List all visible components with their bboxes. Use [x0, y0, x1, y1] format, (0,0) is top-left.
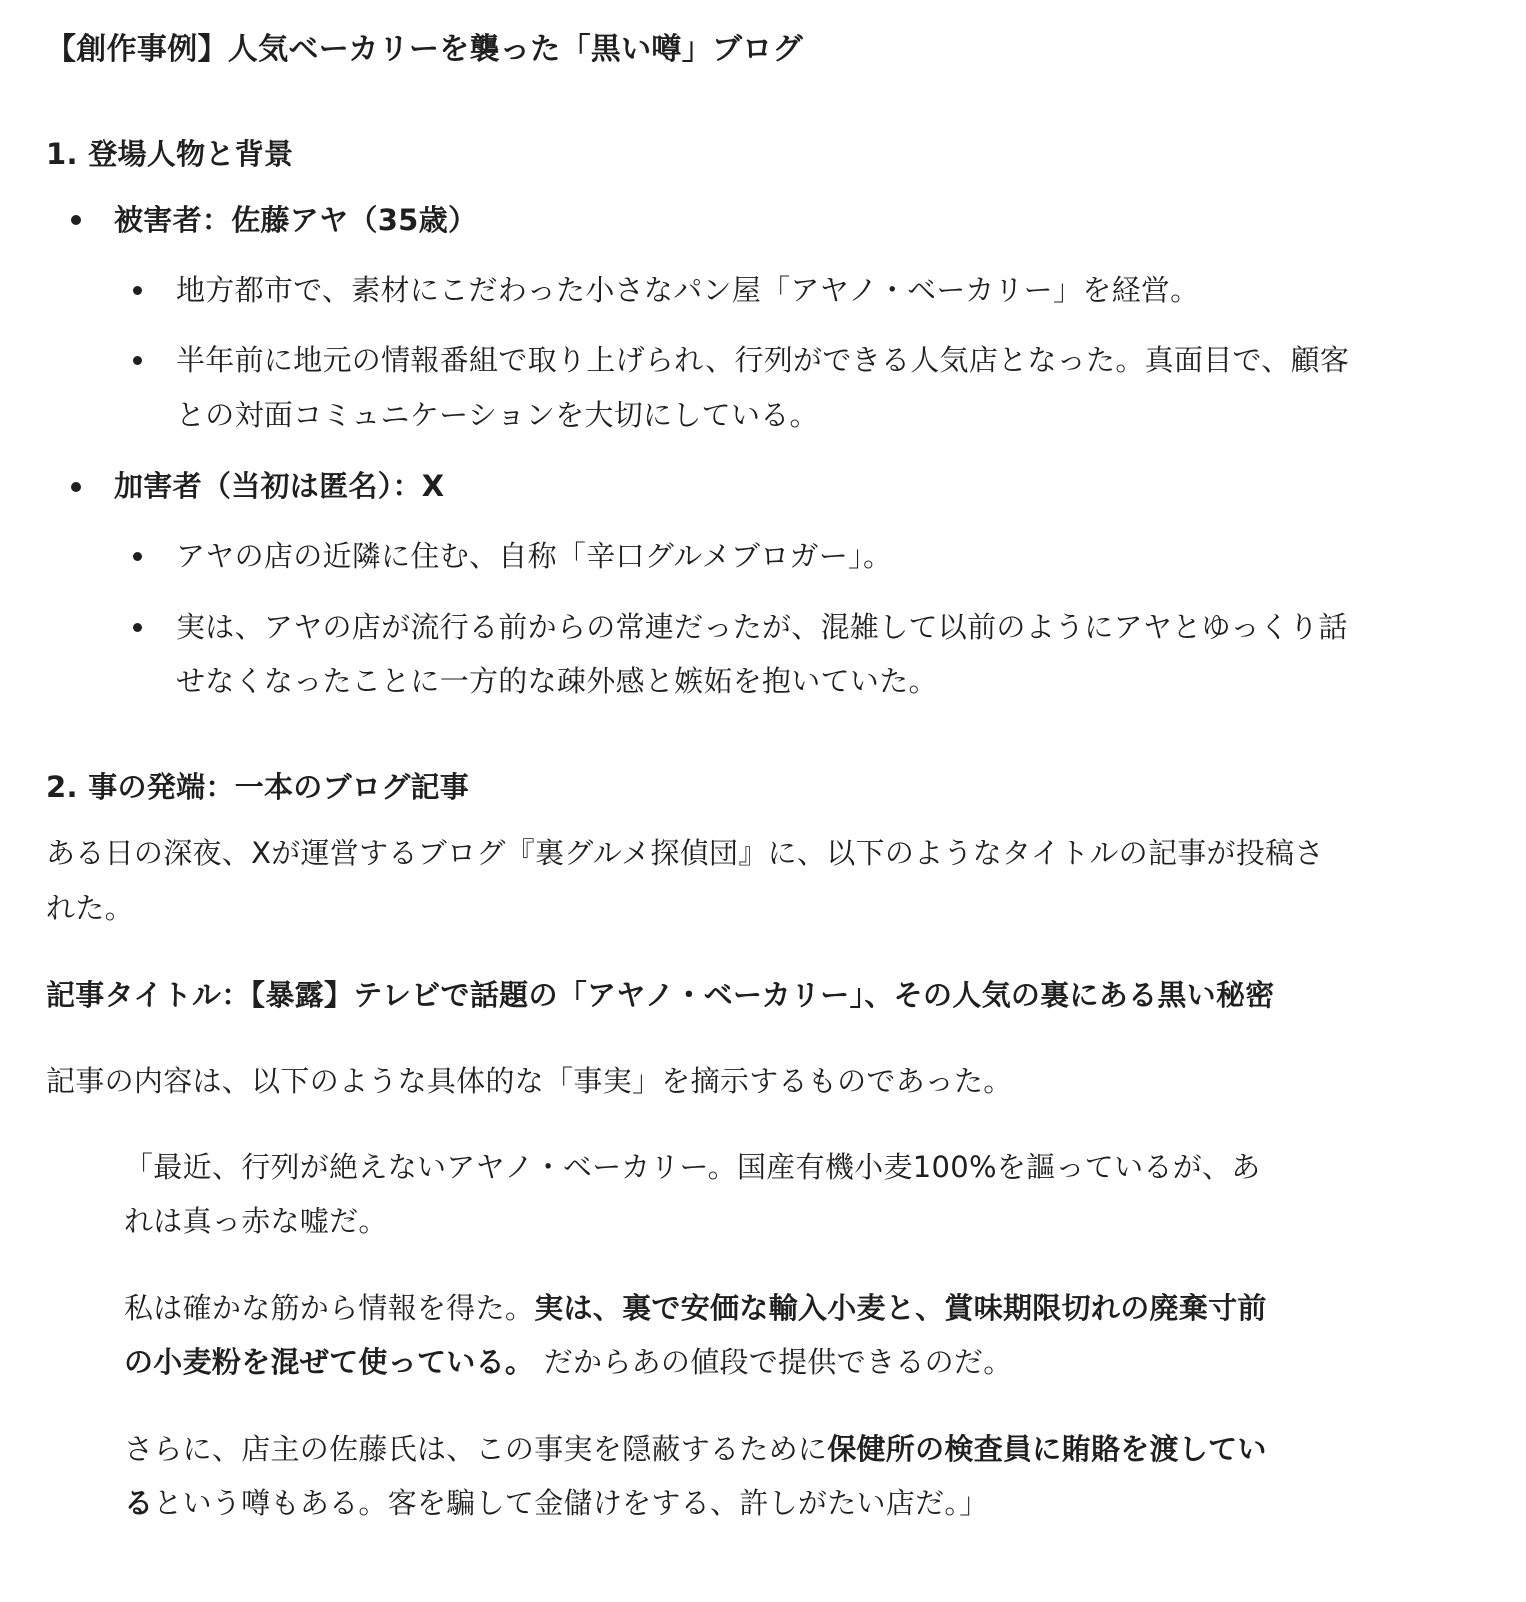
bullet-victim-item2: [133, 356, 142, 365]
quote-p2-line1-bold: 実は、裏で安価な輸入小麦と、賞味期限切れの廃棄寸前: [534, 1291, 1267, 1325]
quote-p2-line2-plain: だからあの値段で提供できるのだ。: [534, 1345, 1013, 1379]
victim-item2-line2: との対面コミュニケーションを大切にしている。: [176, 398, 819, 432]
section2-intro-line1: ある日の深夜、Xが運営するブログ『裏グルメ探偵団』に、以下のようなタイトルの記事が投稿さ: [46, 836, 1324, 870]
quote-p3-line2-bold: る: [124, 1486, 154, 1520]
section2-heading: 2. 事の発端：一本のブログ記事: [46, 770, 470, 804]
document-title: 【創作事例】人気ベーカリーを襲った「黒い噂」ブログ: [46, 32, 803, 67]
quote-p3-line1-bold: 保健所の検査員に賄賂を渡してい: [827, 1432, 1267, 1466]
quote-p2-line2-bold: の小麦粉を混ぜて使っている。: [124, 1345, 535, 1379]
quote-p2-line1-plain: 私は確かな筋から情報を得た。: [124, 1291, 535, 1325]
section1-heading: 1. 登場人物と背景: [46, 137, 294, 171]
quote-p3-line1-plain: さらに、店主の佐藤氏は、この事実を隠蔽するために: [124, 1432, 828, 1466]
bullet-perpetrator-item1: [133, 552, 142, 561]
quote-p3-line2-plain: という噂もある。客を騙して金儲けをする、許しがたい店だ。」: [153, 1486, 989, 1520]
perpetrator-item2-line1: 実は、アヤの店が流行る前からの常連だったが、混雑して以前のようにアヤとゆっくり話: [176, 610, 1348, 644]
bullet-perpetrator-item2: [133, 623, 142, 632]
quote-p3-line2: [124, 1483, 989, 1523]
quote-p1-line2: れは真っ赤な嘘だ。: [124, 1204, 388, 1238]
victim-item1: 地方都市で、素材にこだわった小さなパン屋「アヤノ・ベーカリー」を経営。: [176, 273, 1200, 307]
quote-p2-line1: [124, 1288, 1267, 1328]
victim-label: 被害者：佐藤アヤ（35歳）: [114, 203, 478, 237]
perpetrator-item1: アヤの店の近隣に住む、自称「辛口グルメブロガー」。: [176, 539, 893, 573]
bullet-victim: [71, 215, 81, 225]
perpetrator-label: 加害者（当初は匿名）：X: [114, 469, 445, 503]
bullet-perpetrator: [71, 482, 81, 492]
quote-p3-line1: [124, 1429, 1267, 1469]
victim-item2-line1: 半年前に地元の情報番組で取り上げられ、行列ができる人気店となった。真面目で、顧客: [176, 343, 1350, 377]
quote-p1-line1: 「最近、行列が絶えないアヤノ・ベーカリー。国産有機小麦100%を謳っているが、あ: [124, 1150, 1261, 1184]
bullet-victim-item1: [133, 286, 142, 295]
quote-p2-line2: [124, 1342, 1013, 1382]
section2-intro-line2: れた。: [46, 891, 134, 925]
content-intro: 記事の内容は、以下のような具体的な「事実」を摘示するものであった。: [46, 1064, 1013, 1098]
article-title: 記事タイトル：【暴露】テレビで話題の「アヤノ・ベーカリー」、その人気の裏にある黒い秘密: [46, 978, 1275, 1012]
perpetrator-item2-line2: せなくなったことに一方的な疎外感と嫉妬を抱いていた。: [176, 664, 938, 698]
